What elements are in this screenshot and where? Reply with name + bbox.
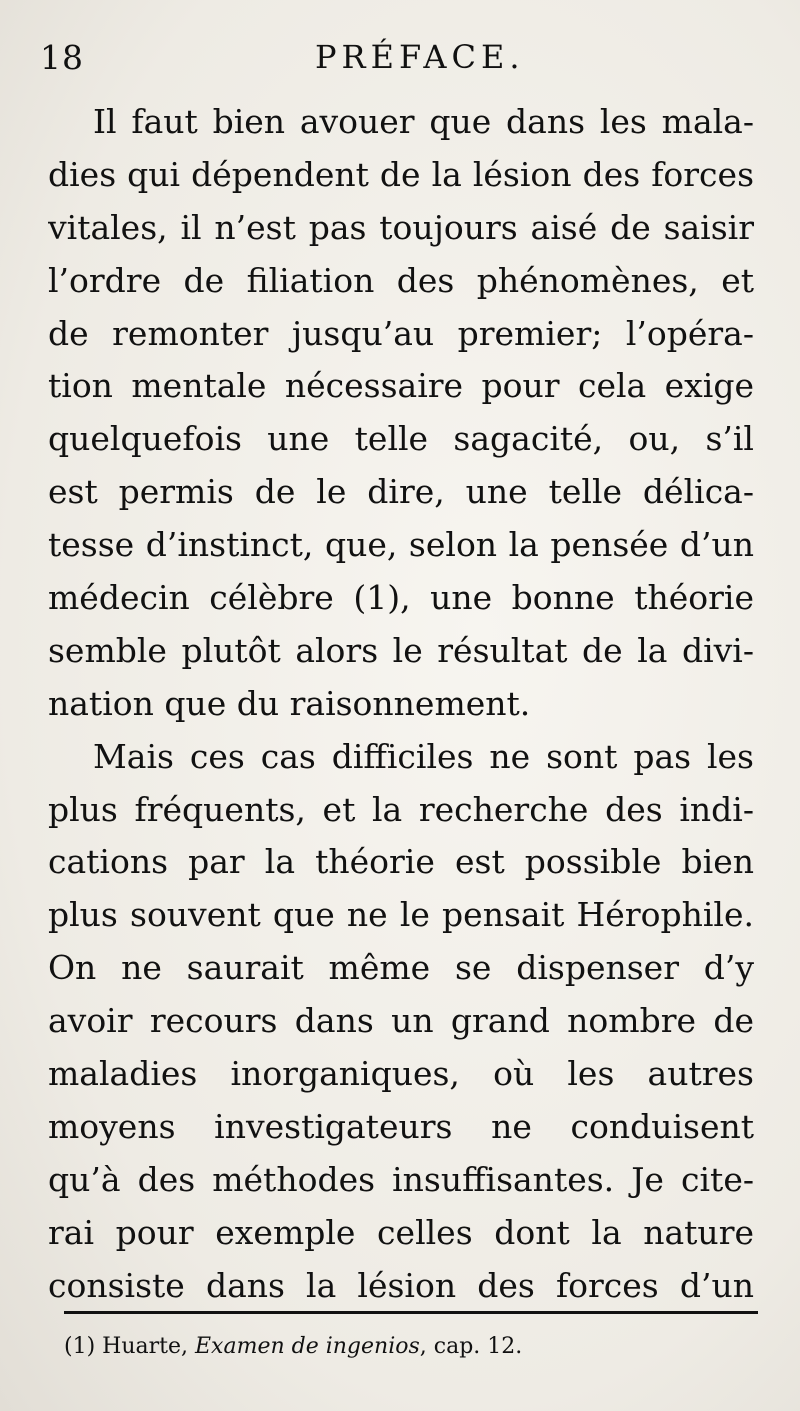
body-text	[48, 96, 754, 1312]
footnote-title: Examen de ingenios	[195, 1334, 420, 1359]
footnote-reference: , cap. 12.	[419, 1334, 523, 1359]
text-line: cations par la théorie est possible bien	[48, 842, 754, 882]
text-line: On ne saurait même se dispenser d’y	[48, 948, 754, 988]
text-line: médecin célèbre (1), une bonne théorie	[48, 578, 754, 618]
text-line: tion mentale nécessaire pour cela exige	[48, 366, 754, 406]
text-line: Il faut bien avouer que dans les mala-	[93, 102, 754, 141]
footnote-marker: (1) Huarte,	[64, 1334, 188, 1359]
text-line: maladies inorganiques, où les autres	[48, 1054, 754, 1094]
text-line: avoir recours dans un grand nombre de	[48, 1001, 754, 1041]
text-line: nation que du raisonnement.	[48, 683, 531, 723]
footnote-divider	[64, 1311, 758, 1314]
text-line: rai pour exemple celles dont la nature	[48, 1212, 754, 1252]
text-line: vitales, il n’est pas toujours aisé de saisir	[48, 207, 754, 247]
text-line: de remonter jusqu’au premier; l’opéra-	[48, 313, 754, 353]
text-line: tesse d’instinct, que, selon la pensée d’un	[48, 525, 754, 565]
footnote	[64, 1334, 522, 1359]
text-line: est permis de le dire, une telle délica-	[48, 472, 754, 512]
text-line: consiste dans la lésion des forces d’un	[48, 1265, 754, 1305]
text-line: semble plutôt alors le résultat de la divi-	[48, 630, 754, 670]
text-line: moyens investigateurs ne conduisent	[48, 1106, 754, 1146]
page-number: 18	[40, 38, 84, 77]
text-line: plus fréquents, et la recherche des indi-	[48, 789, 754, 829]
running-title: PRÉFACE.	[315, 38, 525, 76]
text-line: plus souvent que ne le pensait Hérophile.	[48, 895, 754, 935]
text-line: dies qui dépendent de la lésion des forces	[48, 154, 754, 194]
text-line: l’ordre de filiation des phénomènes, et	[48, 260, 754, 300]
text-line: Mais ces cas difficiles ne sont pas les	[93, 736, 754, 776]
text-line: qu’à des méthodes insuffisantes. Je cite-	[48, 1159, 754, 1199]
page-header	[40, 38, 760, 88]
text-line: quelquefois une telle sagacité, ou, s’il	[48, 419, 754, 459]
